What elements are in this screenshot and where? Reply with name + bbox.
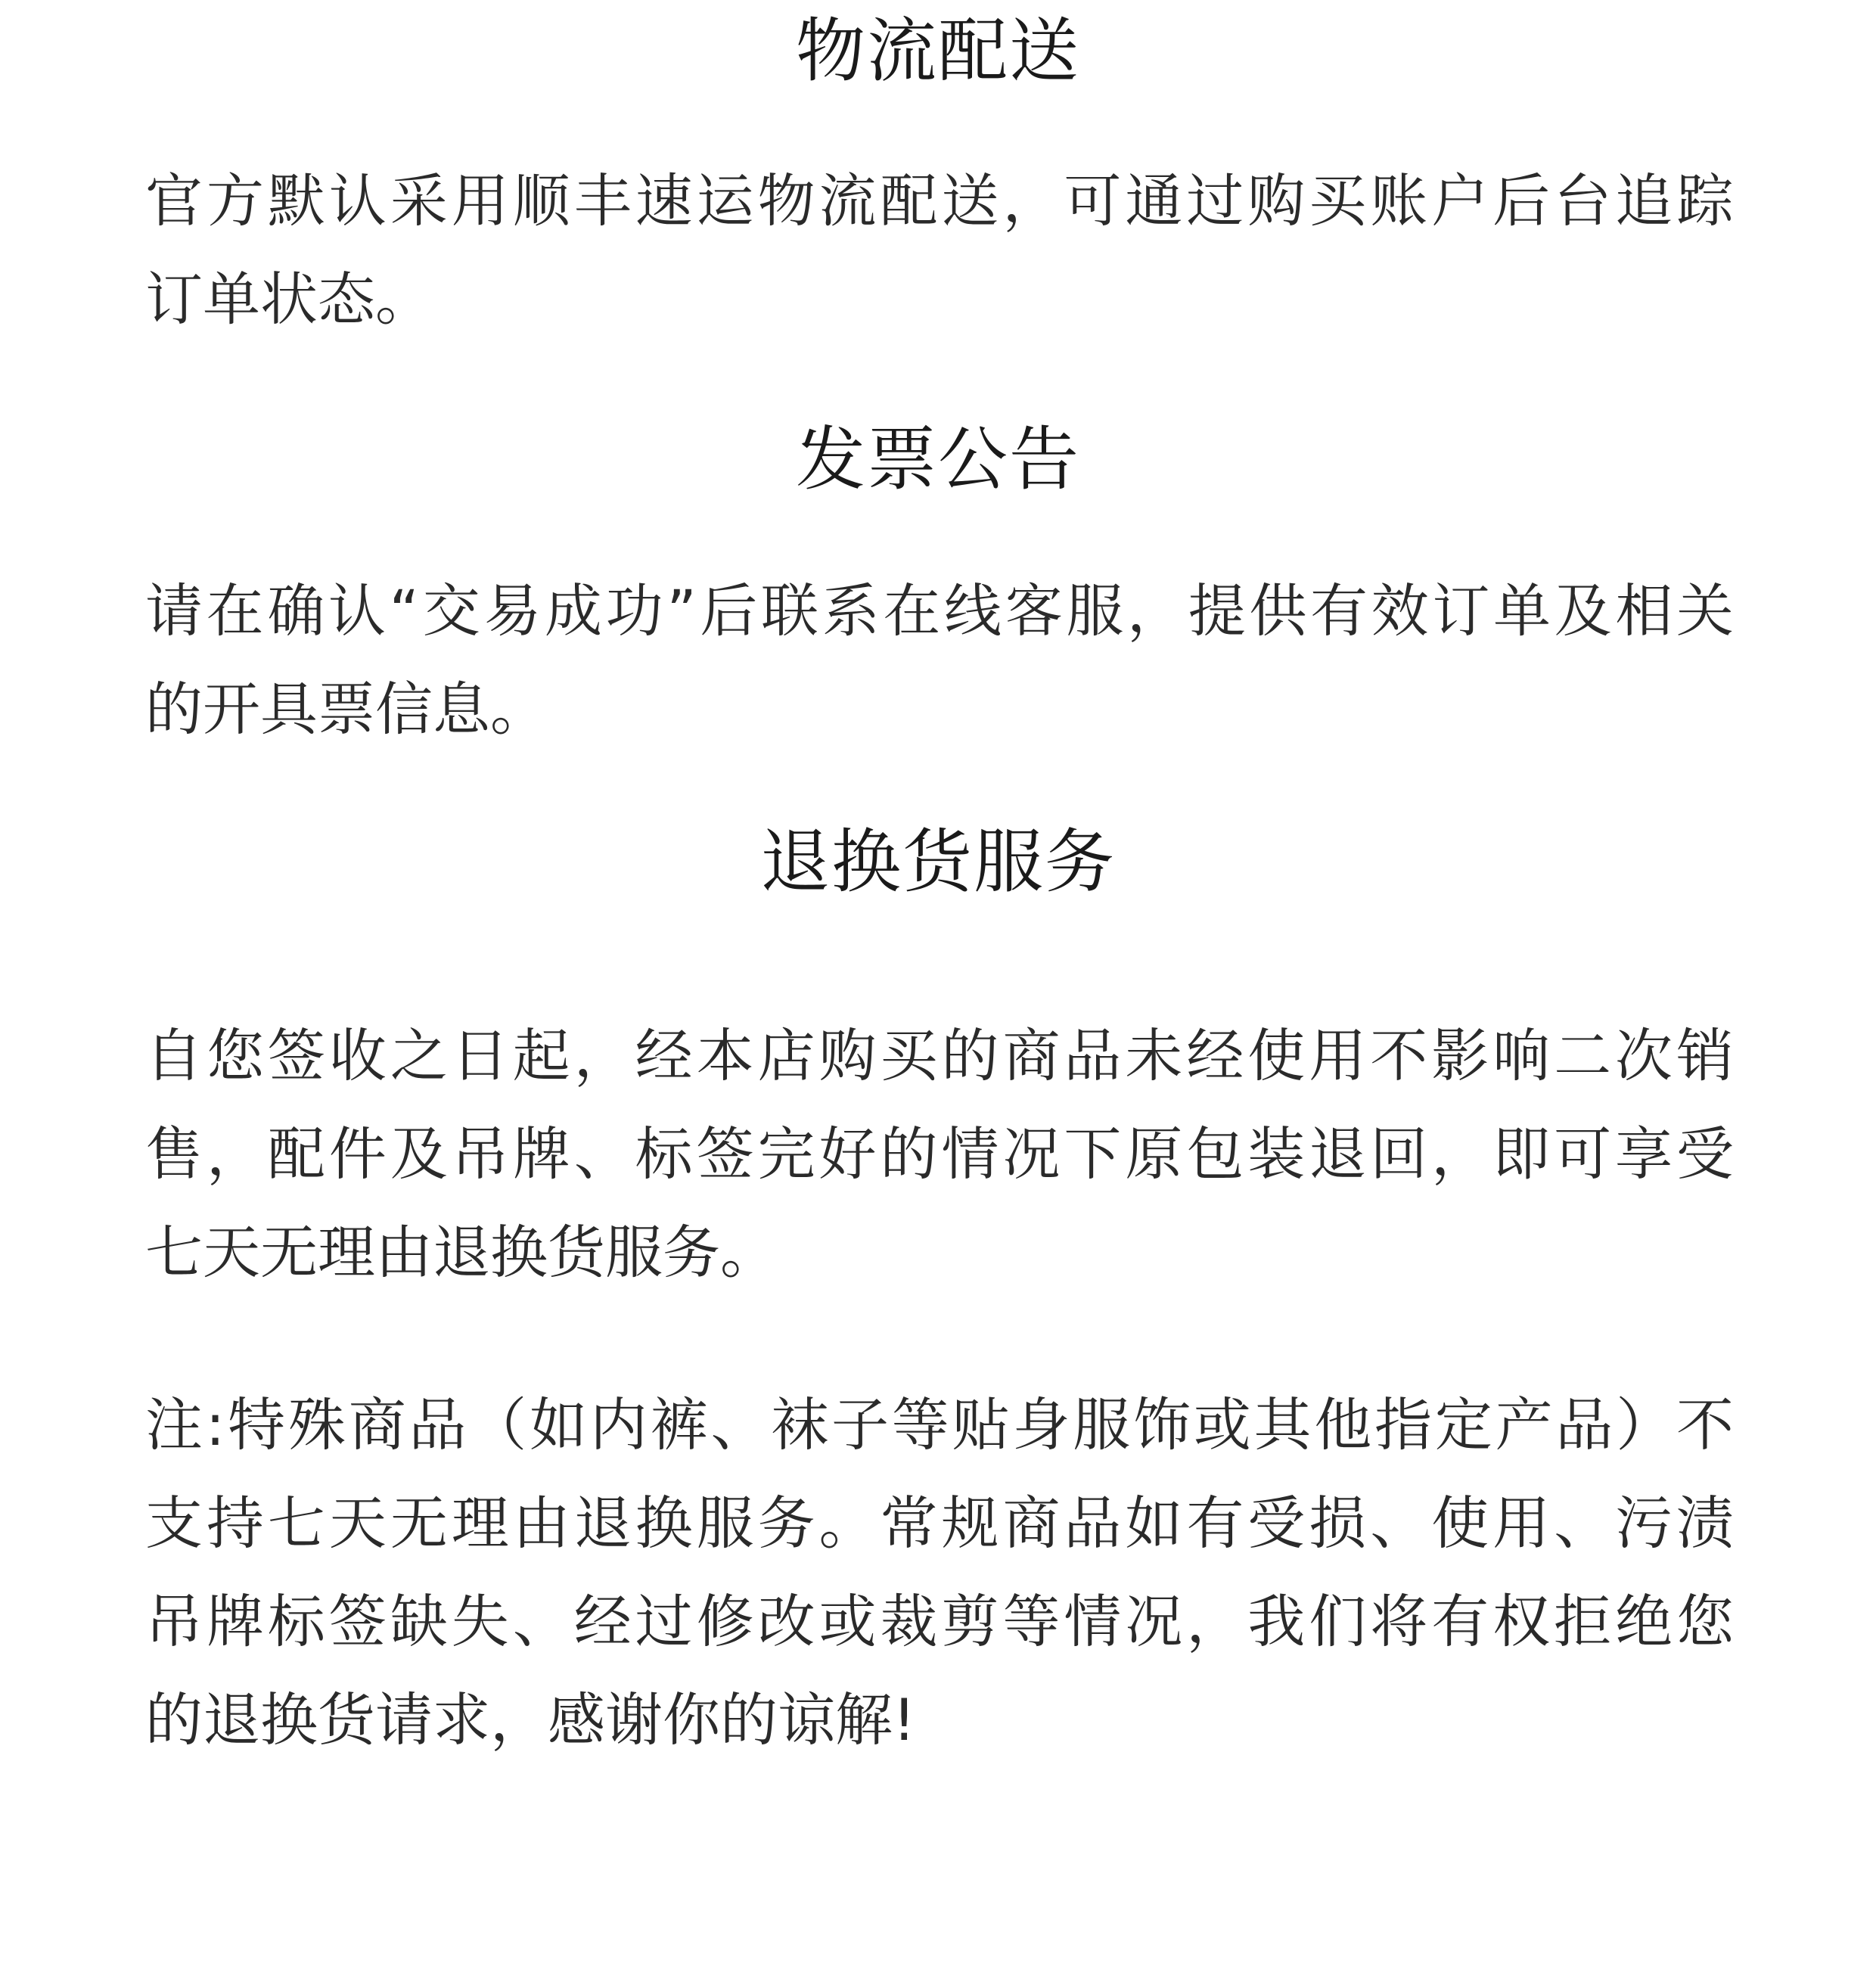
- returns-para2-line-1: 注:特殊商品（如内裤、袜子等贴身服饰或其他指定产品）不: [145, 1391, 1734, 1458]
- returns-heading: 退换货服务: [759, 822, 1116, 902]
- logistics-text-line-1: 官方默认采用顺丰速运物流配送，可通过购买账户后台追踪: [145, 167, 1734, 235]
- returns-para2-line-4: 的退换货请求，感谢你的谅解!: [145, 1686, 916, 1753]
- returns-para1-line-1: 自您签收之日起，经本店购买的商品未经使用不影响二次销: [145, 1022, 1734, 1089]
- logistics-text-line-2: 订单状态。: [145, 266, 433, 333]
- invoice-text-line-2: 的开具票信息。: [145, 676, 548, 743]
- returns-para1-line-2: 售，配件及吊牌、标签完好的情况下原包装退回，即可享受: [145, 1120, 1734, 1188]
- logistics-heading: 物流配送: [795, 11, 1080, 92]
- invoice-text-line-1: 请在确认“交易成功”后联系在线客服，提供有效订单及相关: [145, 577, 1734, 645]
- returns-para1-line-3: 七天无理由退换货服务。: [145, 1219, 778, 1286]
- returns-para2-line-2: 支持七天无理由退换服务。常规商品如有受损、使用、污渍: [145, 1489, 1734, 1557]
- invoice-heading: 发票公告: [795, 419, 1080, 500]
- returns-para2-line-3: 吊牌标签缺失、经过修改或裁剪等情况，我们将有权拒绝您: [145, 1588, 1734, 1655]
